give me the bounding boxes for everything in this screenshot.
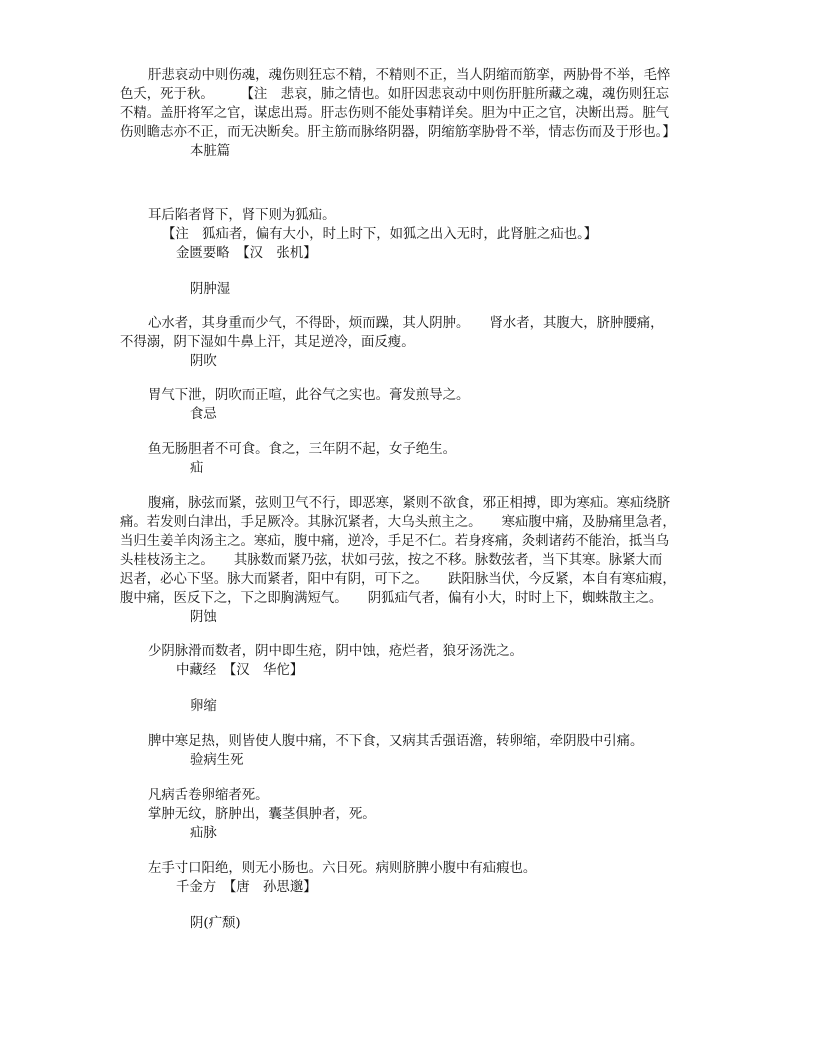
text-line: 腹痛，脉弦而紧，弦则卫气不行，即恶寒，紧则不欲食，邪正相搏，即为寒疝。寒疝绕脐 — [148, 496, 671, 511]
book-title: 金匮要略 【汉 张机】 — [176, 246, 317, 261]
text-line: 腹中痛，医反下之，下之即胸满短气。 阴狐疝气者，偏有小大，时时上下，蜘蛛散主之。 — [120, 591, 663, 606]
text-line: 脾中寒足热，则皆使人腹中痛，不下食，又病其舌强语澹，转卵缩，牵阴股中引痛。 — [148, 734, 644, 749]
text-line: 当归生姜羊肉汤主之。寒疝，腹中痛，逆冷，手足不仁。若身疼痛，灸刺诸药不能治，抵当乌 — [120, 534, 670, 549]
section-heading: 疝 — [190, 461, 204, 476]
text-line: 心水者，其身重而少气，不得卧，烦而躁，其人阴肿。 肾水者，其腹大，脐肿腰痛， — [148, 316, 664, 331]
text-line: 左手寸口阳绝，则无小肠也。六日死。病则脐脾小腹中有疝瘕也。 — [148, 861, 537, 876]
text-line: 痛。若发则白津出，手足厥冷。其脉沉紧者，大乌头煎主之。 寒疝腹中痛，及胁痛里急者， — [120, 515, 676, 530]
section-heading: 阴(疒颓) — [190, 916, 241, 931]
text-line: 少阴脉滑而数者，阴中即生疮，阴中蚀，疮烂者，狼牙汤洗之。 — [148, 644, 523, 659]
book-title: 中藏经 【汉 华佗】 — [176, 663, 304, 678]
text-line: 不精。盖肝将军之官，谋虑出焉。肝志伤则不能处事精详矣。胆为中正之官，决断出焉。脏气 — [120, 106, 670, 121]
text-line: 胃气下泄，阴吹而正喧，此谷气之实也。膏发煎导之。 — [148, 388, 470, 403]
paragraph-swelling — [120, 314, 695, 352]
text-line: 肝悲哀动中则伤魂，魂伤则狂忘不精，不精则不正，当人阴缩而筋挛，两胁骨不举，毛悴 — [148, 68, 671, 83]
text-line: 凡病舌卷卵缩者死。 — [148, 788, 269, 803]
text-line: 伤则瞻志亦不正，而无决断矣。肝主筋而脉络阴器，阴缩筋挛胁骨不举，情志伤而及于形也。】 — [120, 125, 676, 140]
section-heading: 卵缩 — [190, 699, 217, 714]
text-line: 迟者，必心下坚。脉大而紧者，阳中有阴，可下之。 趺阳脉当伏，今反紧，本自有寒疝瘕， — [120, 572, 676, 587]
text-line: 掌肿无纹，脐肿出，囊茎俱肿者，死。 — [148, 807, 376, 822]
text-line: 鱼无肠胆者不可食。食之，三年阴不起，女子绝生。 — [148, 442, 456, 457]
text-line: 不得溺，阴下湿如牛鼻上汗，其足逆冷，面反瘦。 — [120, 335, 415, 350]
book-title: 千金方 【唐 孙思邈】 — [176, 880, 317, 895]
section-heading: 验病生死 — [190, 753, 244, 768]
section-heading: 阴吹 — [190, 354, 217, 369]
section-heading: 本脏篇 — [190, 144, 231, 159]
section-heading: 阴肿湿 — [190, 282, 231, 297]
text-line: 耳后陷者肾下，肾下则为狐疝。 — [148, 208, 336, 223]
section-heading: 阴蚀 — [190, 610, 217, 625]
text-line: 色夭，死于秋。 【注 悲哀，肺之情也。如肝因悲哀动中则伤肝脏所藏之魂，魂伤则狂忘 — [120, 87, 670, 102]
paragraph-hernia — [120, 494, 695, 608]
section-heading: 疝脉 — [190, 826, 217, 841]
paragraph-liver-grief — [120, 66, 695, 142]
section-heading: 食忌 — [190, 407, 217, 422]
text-line: 头桂枝汤主之。 其脉数而紧乃弦，状如弓弦，按之不移。脉数弦者，当下其寒。脉紧大而 — [120, 553, 663, 568]
annotation-note: 【注 狐疝者，偏有大小，时上时下，如狐之出入无时，此肾脏之疝也。】 — [162, 227, 598, 242]
